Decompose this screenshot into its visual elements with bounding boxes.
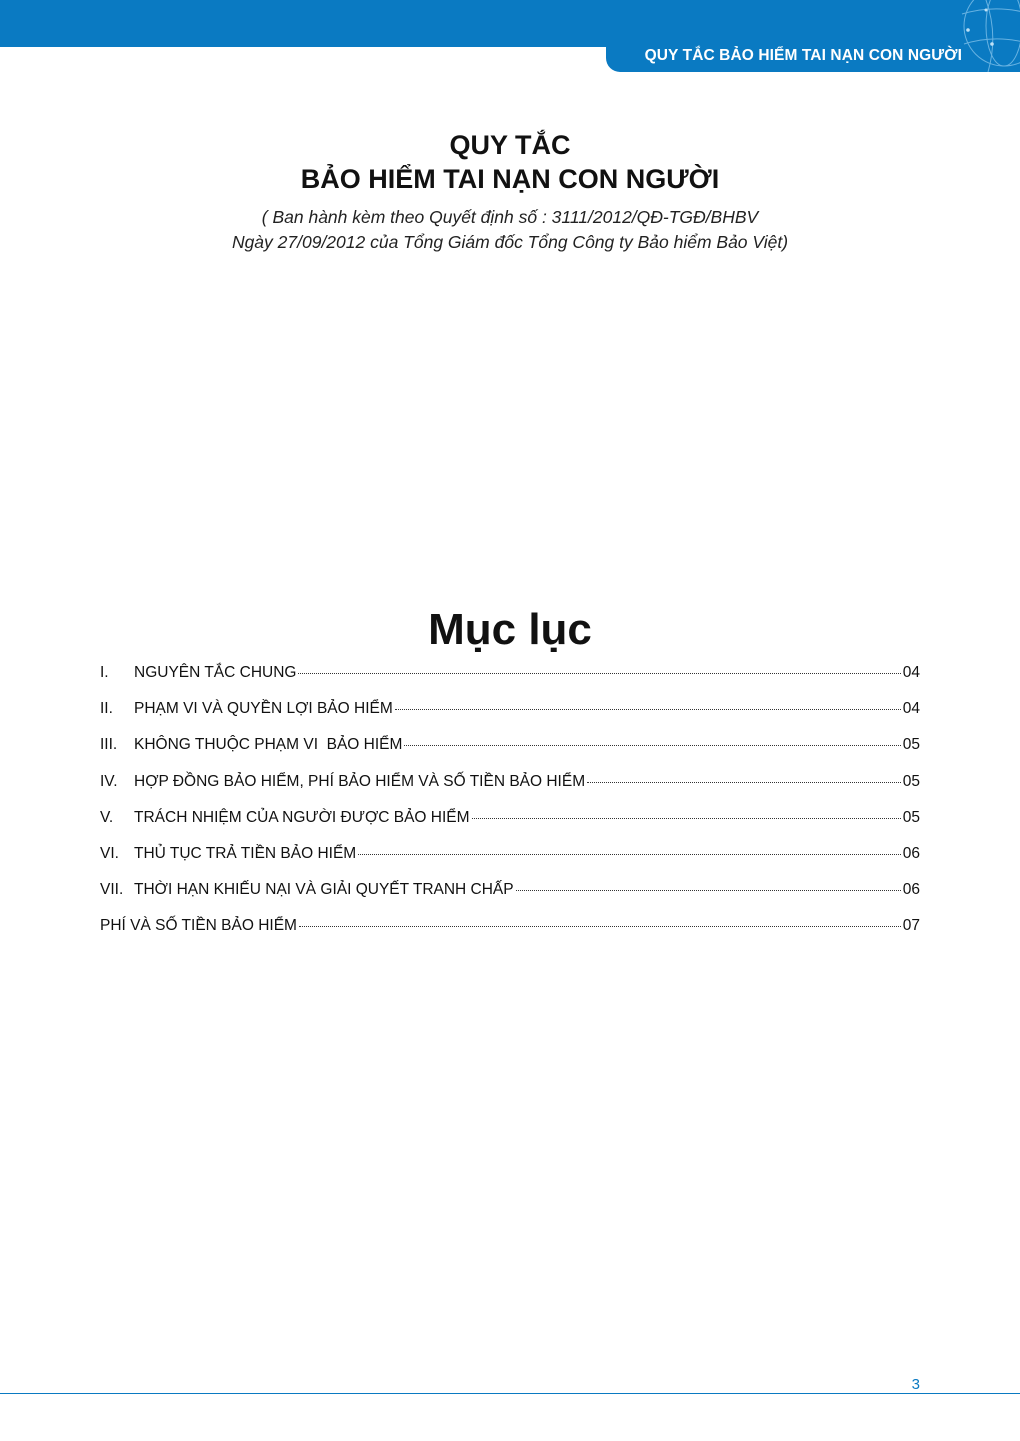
toc-entry-page: 06	[902, 844, 920, 862]
title-line-2: BẢO HIỂM TAI NẠN CON NGƯỜI	[300, 164, 720, 194]
header-title: QUY TẮC BẢO HIỂM TAI NẠN CON NGƯỜI	[644, 47, 962, 64]
toc-entry[interactable]	[100, 845, 920, 881]
toc-entry-label: HỢP ĐỒNG BẢO HIỂM, PHÍ BẢO HIỂM VÀ SỐ TIỀN BẢO HIỂM	[134, 772, 586, 790]
toc-entry[interactable]	[100, 809, 920, 845]
toc-entry-number: I.	[100, 664, 109, 681]
toc-entry-page: 04	[902, 700, 920, 718]
toc-entry-label: NGUYÊN TẮC CHUNG	[134, 664, 297, 681]
toc-entry-page: 04	[902, 664, 920, 681]
toc-heading: Mục lục	[428, 605, 592, 654]
toc-entry[interactable]	[100, 700, 920, 736]
toc-entry-page: 05	[902, 736, 920, 754]
toc-dot-leader	[587, 782, 901, 783]
toc-entry-label: THỦ TỤC TRẢ TIỀN BẢO HIỂM	[134, 844, 357, 862]
toc-entry[interactable]	[100, 881, 920, 917]
toc-dot-leader	[358, 854, 901, 855]
toc-entry-label: PHÍ VÀ SỐ TIỀN BẢO HIỂM	[100, 917, 297, 935]
toc-entry-number: VI.	[100, 844, 119, 862]
document-subtitle	[0, 205, 1020, 255]
document-title	[0, 128, 1020, 196]
subtitle-line-1: ( Ban hành kèm theo Quyết định số : 3111/2012/QĐ-TGĐ/BHBV	[261, 207, 759, 227]
toc-entry[interactable]	[100, 917, 920, 953]
table-of-contents	[100, 664, 920, 954]
toc-dot-leader	[516, 890, 901, 891]
globe-icon	[942, 0, 1020, 72]
toc-entry-label: TRÁCH NHIỆM CỦA NGƯỜI ĐƯỢC BẢO HIỂM	[134, 808, 470, 826]
subtitle-line-2: Ngày 27/09/2012 của Tổng Giám đốc Tổng Công ty Bảo hiểm Bảo Việt)	[231, 232, 789, 252]
toc-entry[interactable]	[100, 773, 920, 809]
toc-entry-page: 05	[902, 808, 920, 826]
toc-dot-leader	[395, 709, 901, 710]
toc-entry-page: 06	[902, 881, 920, 899]
page-number: 3	[911, 1376, 920, 1393]
toc-entry-number: VII.	[100, 881, 124, 899]
toc-dot-leader	[299, 926, 901, 927]
toc-entry-label: KHÔNG THUỘC PHẠM VI BẢO HIỂM	[134, 736, 403, 754]
toc-entry-number: V.	[100, 808, 114, 826]
toc-entry-label: THỜI HẠN KHIẾU NẠI VÀ GIẢI QUYẾT TRANH CHẤP	[134, 881, 514, 899]
toc-dot-leader	[472, 818, 901, 819]
toc-entry[interactable]	[100, 736, 920, 772]
title-line-1: QUY TẮC	[449, 130, 571, 160]
toc-dot-leader	[298, 673, 900, 674]
toc-entry-number: III.	[100, 736, 118, 754]
toc-entry[interactable]	[100, 664, 920, 700]
toc-dot-leader	[404, 745, 900, 746]
footer-rule	[0, 1393, 1020, 1394]
toc-entry-number: IV.	[100, 772, 118, 790]
toc-entry-number: II.	[100, 700, 113, 718]
toc-entry-page: 05	[902, 772, 920, 790]
toc-entry-label: PHẠM VI VÀ QUYỀN LỢI BẢO HIỂM	[134, 700, 393, 718]
toc-entry-page: 07	[902, 917, 920, 935]
